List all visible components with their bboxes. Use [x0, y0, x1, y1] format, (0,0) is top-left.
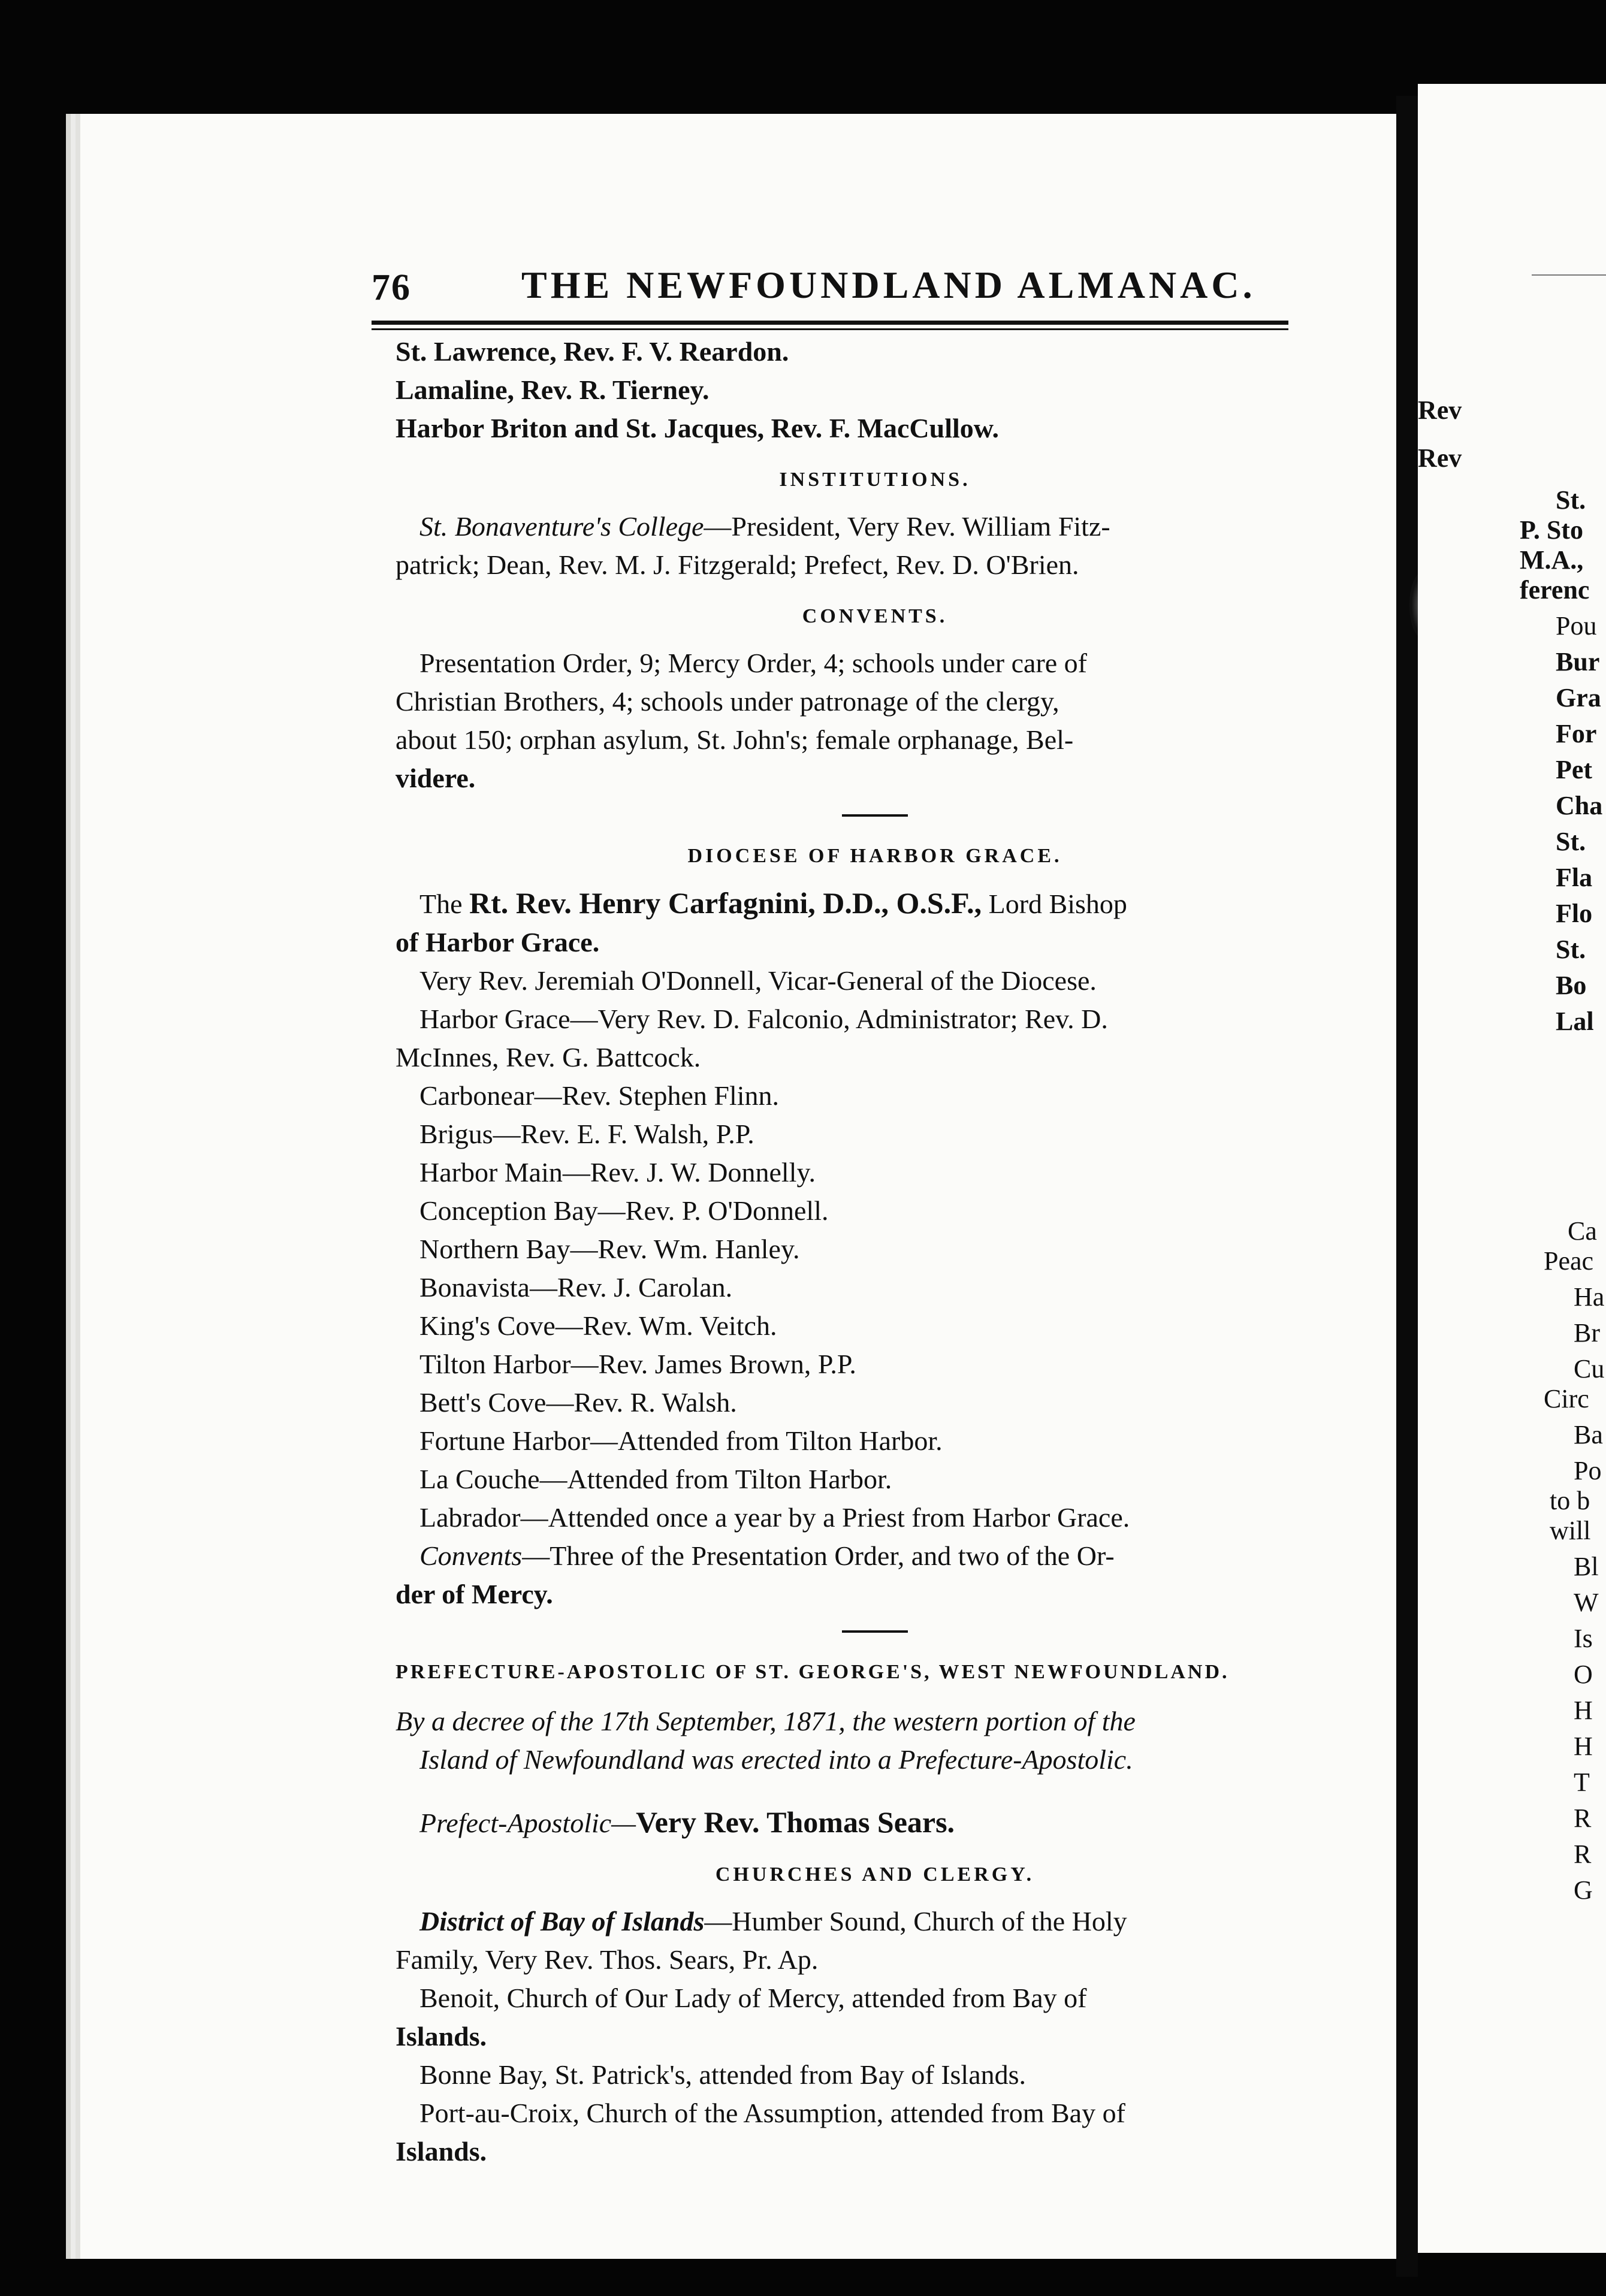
port-line: Port-au-Croix, Church of the Assumption, attended from Bay of — [419, 2098, 1125, 2128]
right-page — [1418, 84, 1606, 2253]
diocese-entry: Northern Bay—Rev. Wm. Hanley. — [419, 1234, 800, 1264]
diocese-entry: Conception Bay—Rev. P. O'Donnell. — [419, 1195, 829, 1226]
prefect-line: Prefect-Apostolic—Very Rev. Thomas Sears. — [419, 1805, 955, 1839]
decree-line-cont: Island of Newfoundland was erected into a Prefecture-Apostolic. — [419, 1744, 1133, 1775]
right-fragment: H — [1574, 1696, 1593, 1725]
right-fragment: Ha — [1574, 1282, 1605, 1312]
right-page-rule — [1532, 274, 1606, 276]
convents-heading: CONVENTS. — [802, 605, 948, 627]
right-fragment: Is — [1574, 1624, 1593, 1653]
right-fragment: Rev — [1418, 395, 1462, 425]
district-line: District of Bay of Islands—Humber Sound, Church of the Holy — [419, 1906, 1127, 1937]
diocese-entry: Harbor Main—Rev. J. W. Donnelly. — [419, 1157, 816, 1188]
right-fragment: St. — [1556, 827, 1586, 856]
right-fragment: P. Sto — [1520, 515, 1583, 545]
section-divider — [842, 814, 908, 817]
page-number: 76 — [372, 267, 411, 308]
bishop-line-cont: of Harbor Grace. — [396, 927, 600, 957]
right-fragment: to b — [1550, 1486, 1590, 1515]
diocese-entry: Tilton Harbor—Rev. James Brown, P.P. — [419, 1349, 856, 1379]
right-fragment: Gra — [1556, 683, 1601, 712]
right-fragment: O — [1574, 1660, 1593, 1689]
diocese-entry: Carbonear—Rev. Stephen Flinn. — [419, 1080, 780, 1111]
benoit-line: Benoit, Church of Our Lady of Mercy, attended from Bay of — [419, 1983, 1087, 2013]
right-fragment: St. — [1556, 935, 1586, 964]
section-divider — [842, 1630, 908, 1633]
prefecture-heading: PREFECTURE-APOSTOLIC OF ST. GEORGE'S, WEST NEWFOUNDLAND. — [396, 1661, 1230, 1683]
vicar-line: Very Rev. Jeremiah O'Donnell, Vicar-General of the Diocese. — [419, 965, 1097, 996]
convents-line: Christian Brothers, 4; schools under patronage of the clergy, — [396, 686, 1059, 717]
right-fragment: Pet — [1556, 755, 1593, 784]
bishop-name: Rt. Rev. Henry Carfagnini, D.D., O.S.F., — [469, 886, 982, 920]
right-fragment: H — [1574, 1732, 1593, 1761]
right-fragment: Flo — [1556, 899, 1593, 928]
right-fragment: Po — [1574, 1456, 1602, 1485]
parish-line: Harbor Briton and St. Jacques, Rev. F. MacCullow. — [396, 413, 999, 443]
parish-line: St. Lawrence, Rev. F. V. Reardon. — [396, 336, 789, 367]
book-gutter — [1396, 96, 1418, 2277]
diocese-entry: Fortune Harbor—Attended from Tilton Harbor. — [419, 1425, 943, 1456]
diocese-entry: Bett's Cove—Rev. R. Walsh. — [419, 1387, 737, 1418]
right-fragment: G — [1574, 1875, 1593, 1905]
right-fragment: Cu — [1574, 1354, 1605, 1383]
decree-line: By a decree of the 17th September, 1871, the western portion of the — [396, 1706, 1136, 1736]
diocese-entry: La Couche—Attended from Tilton Harbor. — [419, 1464, 892, 1494]
convents-line: about 150; orphan asylum, St. John's; female orphanage, Bel- — [396, 724, 1074, 755]
diocese-entry: Labrador—Attended once a year by a Priest from Harbor Grace. — [419, 1502, 1130, 1533]
parish-line: Lamaline, Rev. R. Tierney. — [396, 374, 710, 405]
right-fragment: Bl — [1574, 1552, 1599, 1581]
right-fragment: R — [1574, 1839, 1592, 1869]
convents-line: Presentation Order, 9; Mercy Order, 4; schools under care of — [419, 648, 1087, 678]
page-header — [372, 264, 1288, 327]
convents-line: videre. — [396, 763, 476, 793]
institutions-heading: INSTITUTIONS. — [779, 469, 971, 491]
right-fragment: Rev — [1418, 443, 1462, 473]
right-fragment: Fla — [1556, 863, 1593, 892]
header-rule — [372, 321, 1288, 325]
port-line-cont: Islands. — [396, 2136, 487, 2167]
right-fragment: will — [1550, 1516, 1591, 1545]
right-fragment: Br — [1574, 1318, 1600, 1348]
right-fragment: Bo — [1556, 971, 1587, 1000]
benoit-line-cont: Islands. — [396, 2021, 487, 2052]
right-fragment: Ba — [1574, 1420, 1603, 1449]
right-fragment: Pou — [1556, 611, 1597, 641]
right-fragment: ferenc — [1520, 575, 1590, 605]
running-title: THE NEWFOUNDLAND ALMANAC. — [521, 264, 1256, 306]
harbor-grace-line-cont: McInnes, Rev. G. Battcock. — [396, 1042, 701, 1073]
right-fragment: W — [1574, 1588, 1599, 1617]
harbor-grace-line: Harbor Grace—Very Rev. D. Falconio, Administrator; Rev. D. — [419, 1004, 1108, 1034]
institutions-paragraph-cont: patrick; Dean, Rev. M. J. Fitzgerald; Prefect, Rev. D. O'Brien. — [396, 549, 1079, 580]
churches-heading: CHURCHES AND CLERGY. — [715, 1863, 1035, 1886]
right-fragment: T — [1574, 1768, 1590, 1797]
right-fragment: Ca — [1568, 1216, 1597, 1246]
right-fragment: M.A., — [1520, 545, 1584, 575]
college-name: St. Bonaventure's College — [419, 511, 704, 542]
right-fragment: St. — [1556, 485, 1586, 515]
district-line-cont: Family, Very Rev. Thos. Sears, Pr. Ap. — [396, 1944, 819, 1975]
bonne-bay-line: Bonne Bay, St. Patrick's, attended from Bay of Islands. — [419, 2059, 1027, 2090]
convents-note-cont: der of Mercy. — [396, 1579, 553, 1609]
right-fragment: For — [1556, 719, 1597, 748]
diocese-entry: Brigus—Rev. E. F. Walsh, P.P. — [419, 1119, 754, 1149]
right-fragment: Bur — [1556, 647, 1600, 676]
header-rule — [372, 328, 1288, 330]
prefect-name: Very Rev. Thomas Sears. — [636, 1805, 955, 1839]
page-body — [396, 333, 1354, 2171]
right-fragment: R — [1574, 1803, 1592, 1833]
right-fragment: Cha — [1556, 791, 1603, 820]
diocese-entry: King's Cove—Rev. Wm. Veitch. — [419, 1310, 777, 1341]
bishop-line: The Rt. Rev. Henry Carfagnini, D.D., O.S.F., Lord Bishop — [419, 886, 1127, 920]
right-fragment: Circ — [1544, 1384, 1589, 1413]
convents-note: Convents—Three of the Presentation Order, and two of the Or- — [419, 1540, 1115, 1571]
right-fragment: Lal — [1556, 1007, 1594, 1036]
diocese-heading: DIOCESE OF HARBOR GRACE. — [687, 845, 1062, 867]
diocese-entry: Bonavista—Rev. J. Carolan. — [419, 1272, 733, 1303]
institutions-paragraph: St. Bonaventure's College—President, Very Rev. William Fitz- — [419, 511, 1110, 542]
right-fragment: Peac — [1544, 1246, 1594, 1276]
